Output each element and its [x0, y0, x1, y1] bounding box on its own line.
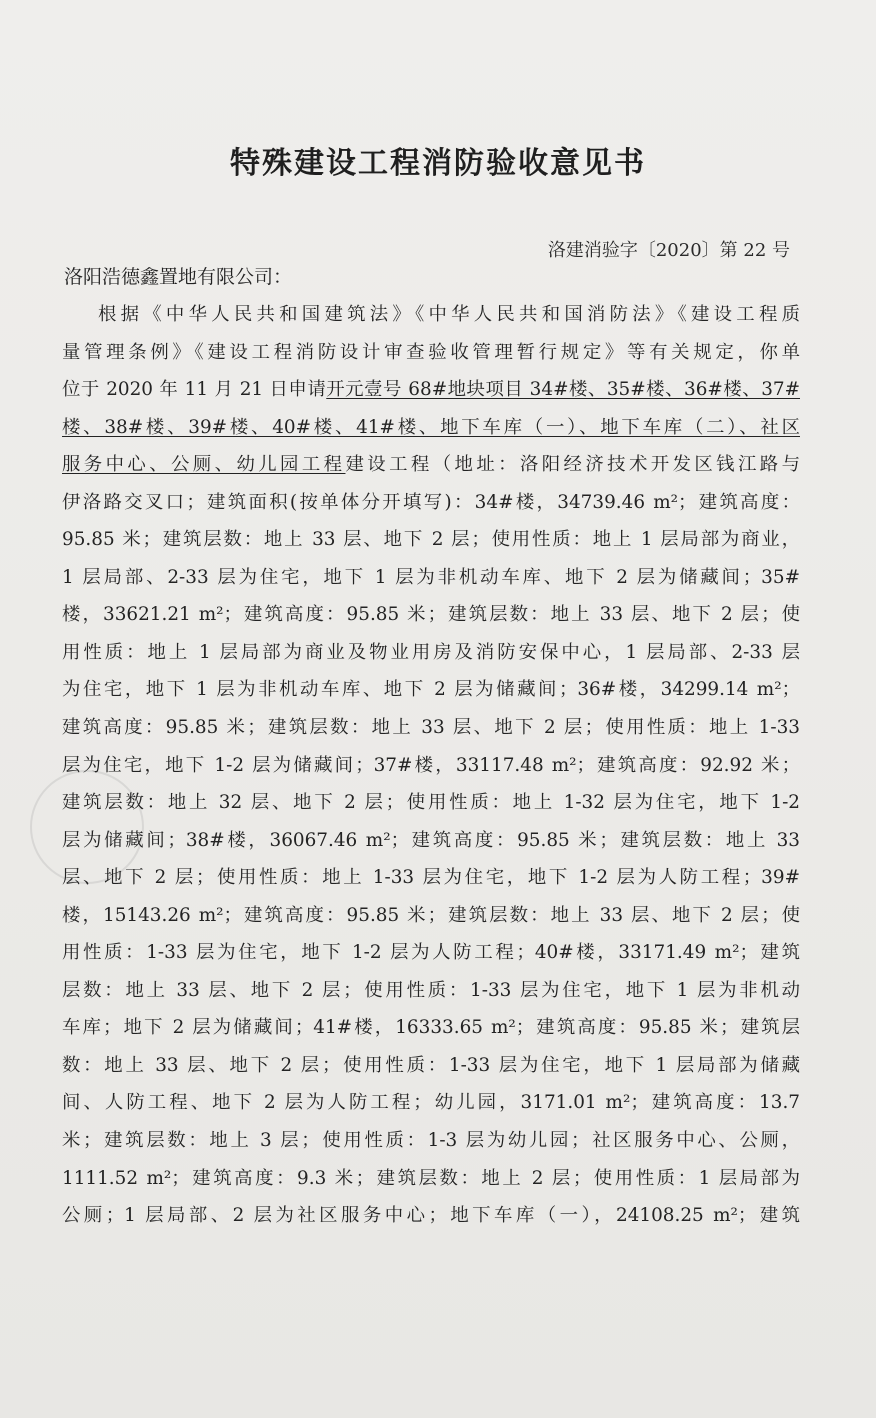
line-text: 数：地上 33 层、地下 2 层；使用性质：1-33 层为住宅，地下 1 层局部为储藏 [62, 1054, 800, 1076]
line-text: 楼，15143.26 m²；建筑高度：95.85 米；建筑层数：地上 33 层、地下 2 层；使 [62, 904, 800, 926]
body-line [62, 409, 800, 447]
body-line [62, 934, 800, 972]
line-text: 米；建筑层数：地上 3 层；使用性质：1-3 层为幼儿园；社区服务中心、公厕， [62, 1130, 800, 1152]
body-line [62, 634, 800, 672]
body-line [62, 897, 800, 935]
line-text: 建筑层数：地上 32 层、地下 2 层；使用性质：地上 1-32 层为住宅，地下 1-2 [62, 792, 800, 814]
underlined-project-name: 开元壹号 68#地块项目 34#楼、35#楼、36#楼、37# [326, 379, 800, 401]
line-text: 量管理条例》《建设工程消防设计审查验收管理暂行规定》等有关规定，你单 [62, 341, 800, 363]
body-line [62, 446, 800, 484]
body-line [62, 559, 800, 597]
document-number: 洛建消验字〔2020〕第 22 号 [547, 240, 790, 261]
line-text: 用性质：地上 1 层局部为商业及物业用房及消防安保中心，1 层局部、2-33 层 [62, 641, 800, 663]
line-text: 层为储藏间；38#楼，36067.46 m²；建筑高度：95.85 米；建筑层数：地上 33 [62, 829, 800, 851]
body-line [62, 859, 800, 897]
body-line [62, 822, 800, 860]
body-line [62, 521, 800, 559]
body-text [62, 296, 800, 1235]
body-line [62, 296, 800, 334]
line-text: 用性质：1-33 层为住宅，地下 1-2 层为人防工程；40#楼，33171.49 m²；建筑 [62, 942, 800, 964]
line-text: 层数：地上 33 层、地下 2 层；使用性质：1-33 层为住宅，地下 1 层为非机动 [62, 979, 800, 1001]
line-text: 楼，33621.21 m²；建筑高度：95.85 米；建筑层数：地上 33 层、地下 2 层；使 [62, 604, 800, 626]
line-text: 层为住宅，地下 1-2 层为储藏间；37#楼，33117.48 m²；建筑高度：92.92 米； [62, 754, 800, 776]
body-line [62, 371, 800, 409]
line-text: 间、人防工程、地下 2 层为人防工程；幼儿园，3171.01 m²；建筑高度：13.7 [62, 1092, 800, 1114]
body-line [62, 1122, 800, 1160]
line-text: 位于 2020 年 11 月 21 日申请 [62, 379, 327, 401]
body-line [62, 709, 800, 747]
body-line [62, 334, 800, 372]
body-line [62, 596, 800, 634]
line-text: 层、地下 2 层；使用性质：地上 1-33 层为住宅，地下 1-2 层为人防工程；39# [62, 867, 800, 889]
body-line [62, 784, 800, 822]
addressee: 洛阳浩德鑫置地有限公司： [64, 266, 293, 288]
line-text: 根据《中华人民共和国建筑法》《中华人民共和国消防法》《建设工程质 [98, 304, 800, 325]
line-text: 1 层局部、2-33 层为住宅，地下 1 层为非机动车库、地下 2 层为储藏间；35# [62, 566, 800, 588]
body-line [62, 1197, 800, 1235]
underlined-project-name: 服务中心、公厕、幼儿园工程 [62, 454, 346, 476]
body-line [62, 1047, 800, 1085]
body-line [62, 747, 800, 785]
line-text: 1111.52 m²；建筑高度：9.3 米；建筑层数：地上 2 层；使用性质：1 层局部为 [62, 1167, 800, 1189]
line-text: 伊洛路交叉口；建筑面积(按单体分开填写)：34#楼，34739.46 m²；建筑高度： [62, 491, 800, 513]
body-line [62, 1084, 800, 1122]
body-line [62, 972, 800, 1010]
body-line [62, 1009, 800, 1047]
line-text: 车库；地下 2 层为储藏间；41#楼，16333.65 m²；建筑高度：95.85 米；建筑层 [62, 1017, 800, 1039]
line-text: 公厕；1 层局部、2 层为社区服务中心；地下车库（一），24108.25 m²；建筑 [62, 1205, 800, 1227]
line-text: 95.85 米；建筑层数：地上 33 层、地下 2 层；使用性质：地上 1 层局部为商业， [62, 529, 800, 551]
line-text: 为住宅，地下 1 层为非机动车库、地下 2 层为储藏间；36#楼，34299.14 m²； [62, 679, 800, 701]
body-line [62, 484, 800, 522]
line-text: 建设工程（地址：洛阳经济技术开发区钱江路与 [345, 454, 800, 476]
underlined-project-name: 楼、38#楼、39#楼、40#楼、41#楼、地下车库（一）、地下车库（二）、社区 [62, 416, 800, 438]
body-line [62, 671, 800, 709]
document-title: 特殊建设工程消防验收意见书 [230, 146, 646, 181]
body-line [62, 1160, 800, 1198]
line-text: 建筑高度：95.85 米；建筑层数：地上 33 层、地下 2 层；使用性质：地上 1-33 [62, 717, 800, 739]
